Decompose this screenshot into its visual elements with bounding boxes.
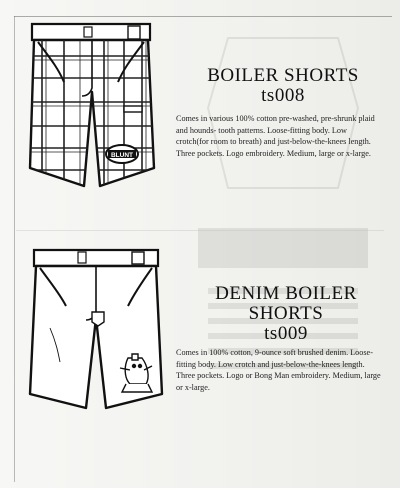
product-code: ts009 (264, 323, 308, 344)
product-description: Comes in 100% cotton, 9-ounce soft brushed denim. Loose-fitting body. Low crotch and just-below-the-knees length. Three pockets. Logo or Bong Man embroidery. Medium, large or x-large. (176, 348, 381, 392)
denim-shorts-illustration (20, 242, 170, 422)
section-divider (16, 230, 384, 231)
page-border-top (14, 16, 392, 17)
product-code: ts008 (261, 85, 305, 106)
product-name-line2: SHORTS (248, 303, 324, 324)
product-name-line1: DENIM BOILER (215, 283, 357, 304)
product-description: Comes in various 100% cotton pre-washed, pre-shrunk plaid and hounds- tooth patterns. Loose-fitting body. Low crotch(for room to breath) and just-below-the-knees length. Three pockets. Logo embroidery. Medium, large or x-large. (176, 114, 375, 158)
product-title-boiler-shorts (198, 66, 368, 106)
product-name: BOILER SHORTS (207, 65, 359, 86)
blunt-logo-badge (106, 145, 138, 163)
product-title-denim-boiler-shorts (200, 284, 372, 344)
logo-text: BLUNT (110, 152, 134, 159)
page-border-left (14, 16, 15, 482)
plaid-shorts-illustration (20, 18, 160, 196)
